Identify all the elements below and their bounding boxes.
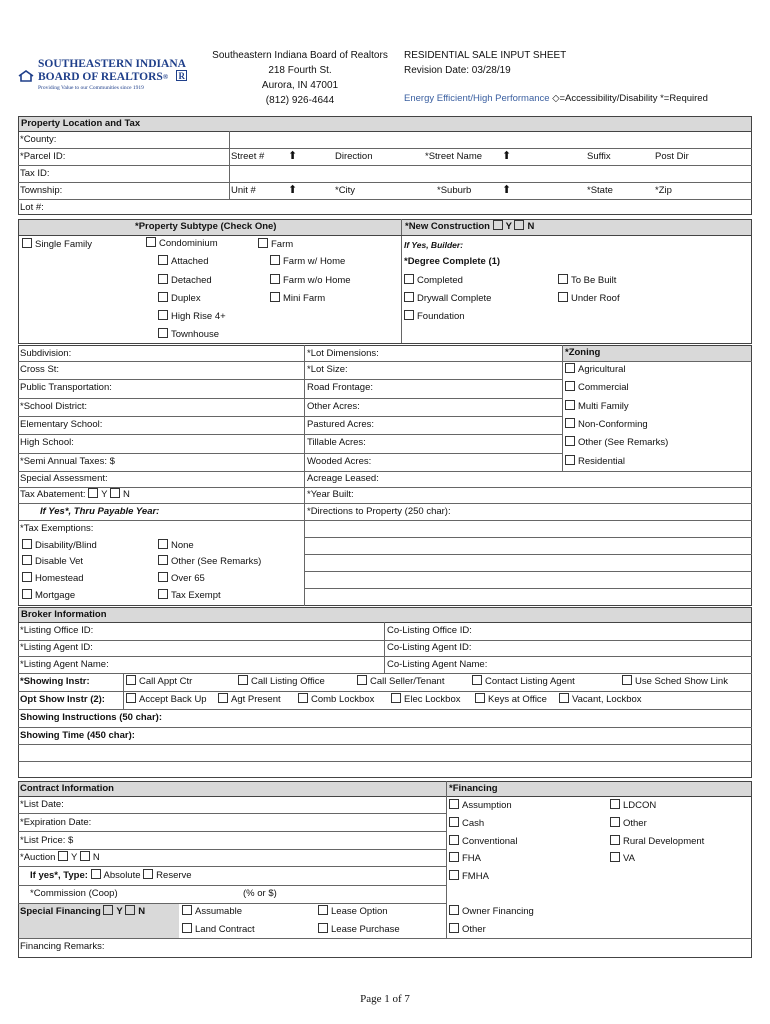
exemption-over-65[interactable]: Over 65 <box>158 571 205 587</box>
zoning-agricultural[interactable]: Agricultural <box>565 362 626 378</box>
wooded-acres-label: Wooded Acres: <box>307 456 372 467</box>
special-financing-yes-checkbox[interactable] <box>103 905 113 915</box>
unit-label: Unit # <box>231 185 256 196</box>
zoning-commercial[interactable]: Commercial <box>565 380 629 396</box>
zoning-residential[interactable]: Residential <box>565 454 625 470</box>
year-built-label: *Year Built: <box>307 489 354 500</box>
public-transport-label: Public Transportation: <box>20 382 112 393</box>
school-district-label: *School District: <box>20 401 88 412</box>
legend-required: ◇=Accessibility/Disability *=Required <box>552 93 708 104</box>
opt-elec-lockbox[interactable]: Elec Lockbox <box>391 692 461 708</box>
other-acres-label: Other Acres: <box>307 401 360 412</box>
township-label: Township: <box>20 185 63 196</box>
exemption-other[interactable]: Other (See Remarks) <box>158 554 261 570</box>
auction-yes-checkbox[interactable] <box>58 851 68 861</box>
exemption-mortgage[interactable]: Mortgage <box>22 588 75 604</box>
opt-accept-backup[interactable]: Accept Back Up <box>126 692 207 708</box>
tillable-acres-label: Tillable Acres: <box>307 437 366 448</box>
road-frontage-label: Road Frontage: <box>307 382 374 393</box>
fin-fha[interactable]: FHA <box>449 851 481 867</box>
fin-other[interactable]: Other <box>610 816 647 832</box>
subtype-farm-nohome[interactable]: Farm w/o Home <box>270 273 351 289</box>
degree-under-roof[interactable]: Under Roof <box>558 291 620 307</box>
exemption-disability[interactable]: Disability/Blind <box>22 538 97 554</box>
arrow-up-icon: ⬆ <box>502 150 512 162</box>
degree-foundation[interactable]: Foundation <box>404 309 465 325</box>
subtype-farm-home[interactable]: Farm w/ Home <box>270 254 345 270</box>
cross-street-label: Cross St: <box>20 364 60 375</box>
zip-label: *Zip <box>655 185 672 196</box>
page-number: Page 1 of 7 <box>360 993 410 1005</box>
house-icon <box>18 70 34 82</box>
section-contract: Contract Information <box>20 783 114 794</box>
opt-comb-lockbox[interactable]: Comb Lockbox <box>298 692 374 708</box>
lot-dimensions-label: *Lot Dimensions: <box>307 348 379 359</box>
arrow-up-icon: ⬆ <box>502 184 512 196</box>
commission-label: *Commission (Coop) <box>30 888 118 899</box>
elementary-school-label: Elementary School: <box>20 419 103 430</box>
subtype-duplex[interactable]: Duplex <box>158 291 201 307</box>
subtype-single-family[interactable]: Single Family <box>22 237 92 253</box>
logo-tagline: Providing Value to our Communities since 1919 <box>38 85 144 91</box>
fin-fmha[interactable]: FMHA <box>449 869 489 885</box>
subtype-header-bar <box>18 219 752 236</box>
zoning-header: *Zoning <box>565 347 601 358</box>
thru-payable-label: If Yes*, Thru Payable Year: <box>40 506 160 517</box>
tax-abatement-yes-checkbox[interactable] <box>88 488 98 498</box>
details-frame <box>18 345 752 606</box>
property-location-frame <box>18 131 752 215</box>
auction-absolute-checkbox[interactable] <box>91 869 101 879</box>
opt-agt-present[interactable]: Agt Present <box>218 692 281 708</box>
subtype-frame <box>18 235 752 344</box>
listing-agent-name-label: *Listing Agent Name: <box>20 659 109 670</box>
degree-drywall[interactable]: Drywall Complete <box>404 291 491 307</box>
suffix-label: Suffix <box>587 151 611 162</box>
new-construction-no-checkbox[interactable] <box>514 220 524 230</box>
list-price-label: *List Price: $ <box>20 835 74 846</box>
sf-lease-purchase[interactable]: Lease Purchase <box>318 922 400 938</box>
subtype-mini-farm[interactable]: Mini Farm <box>270 291 325 307</box>
degree-complete-label: *Degree Complete (1) <box>404 256 501 267</box>
showing-time-label: Showing Time (450 char): <box>20 730 135 741</box>
arrow-up-icon: ⬆ <box>288 150 298 162</box>
revision-date: Revision Date: 03/28/19 <box>404 65 511 76</box>
show-contact-agent[interactable]: Contact Listing Agent <box>472 674 575 690</box>
subdivision-label: Subdivision: <box>20 348 72 359</box>
legend <box>404 91 708 106</box>
section-property-location: Property Location and Tax <box>18 116 752 132</box>
direction-label: Direction <box>335 151 373 162</box>
degree-completed[interactable]: Completed <box>404 273 463 289</box>
logo <box>18 58 198 98</box>
listing-agent-id-label: *Listing Agent ID: <box>20 642 93 653</box>
svg-text:R: R <box>178 71 185 81</box>
co-listing-office-label: Co-Listing Office ID: <box>387 625 472 636</box>
sf-other[interactable]: Other <box>449 922 486 938</box>
directions-label: *Directions to Property (250 char): <box>307 506 451 517</box>
tax-id-label: Tax ID: <box>20 168 50 179</box>
office-name: Southeastern Indiana Board of Realtors <box>212 50 388 61</box>
show-call-seller[interactable]: Call Seller/Tenant <box>357 674 444 690</box>
auction-type-label: If yes*, Type: Absolute Reserve <box>30 870 192 881</box>
pastured-acres-label: Pastured Acres: <box>307 419 375 430</box>
auction-label: *Auction Y N <box>20 852 100 863</box>
logo-line2: BOARD OF REALTORS® <box>38 71 169 83</box>
fin-ldcon[interactable]: LDCON <box>610 798 656 814</box>
exemption-homestead[interactable]: Homestead <box>22 571 84 587</box>
fin-rural[interactable]: Rural Development <box>610 834 704 850</box>
subtype-farm[interactable]: Farm <box>258 237 293 253</box>
showing-instructions-label: Showing Instructions (50 char): <box>20 712 162 723</box>
exemption-tax-exempt[interactable]: Tax Exempt <box>158 588 221 604</box>
exemption-disable-vet[interactable]: Disable Vet <box>22 554 83 570</box>
fin-cash[interactable]: Cash <box>449 816 484 832</box>
show-call-office[interactable]: Call Listing Office <box>238 674 325 690</box>
sf-owner-financing[interactable]: Owner Financing <box>449 904 534 920</box>
degree-to-be-built[interactable]: To Be Built <box>558 273 616 289</box>
subtype-detached[interactable]: Detached <box>158 273 212 289</box>
special-assessment-label: Special Assessment: <box>20 473 108 484</box>
special-financing-no-checkbox[interactable] <box>125 905 135 915</box>
arrow-up-icon: ⬆ <box>288 184 298 196</box>
fin-conventional[interactable]: Conventional <box>449 834 517 850</box>
commission-unit: (% or $) <box>243 888 277 899</box>
subtype-townhouse[interactable]: Townhouse <box>158 327 219 343</box>
county-label: *County: <box>20 134 57 145</box>
semi-annual-taxes-label: *Semi Annual Taxes: $ <box>20 456 115 467</box>
parcel-label: *Parcel ID: <box>20 151 66 162</box>
lot-size-label: *Lot Size: <box>307 364 348 375</box>
fin-va[interactable]: VA <box>610 851 635 867</box>
high-school-label: High School: <box>20 437 74 448</box>
acreage-leased-label: Acreage Leased: <box>307 473 379 484</box>
subtype-attached[interactable]: Attached <box>158 254 209 270</box>
builder-label: If Yes, Builder: <box>404 240 464 250</box>
showing-instr-label: *Showing Instr: <box>20 676 90 687</box>
fin-assumption[interactable]: Assumption <box>449 798 512 814</box>
legend-energy: Energy Efficient/High Performance <box>404 93 550 104</box>
sf-assumable[interactable]: Assumable <box>182 904 242 920</box>
zoning-other[interactable]: Other (See Remarks) <box>565 435 668 451</box>
new-construction-yes-checkbox[interactable] <box>493 220 503 230</box>
financing-header: *Financing <box>449 783 498 794</box>
street-name-label: *Street Name <box>425 151 483 162</box>
listing-office-id-label: *Listing Office ID: <box>20 625 94 636</box>
new-construction-header: *New Construction Y N <box>405 221 535 232</box>
lot-label: Lot #: <box>20 202 44 213</box>
list-date-label: *List Date: <box>20 799 64 810</box>
street-num-label: Street # <box>231 151 265 162</box>
auction-reserve-checkbox[interactable] <box>143 869 153 879</box>
office-address <box>205 48 395 108</box>
state-label: *State <box>587 185 613 196</box>
office-street: 218 Fourth St. <box>268 65 332 76</box>
office-city: Aurora, IN 47001 <box>261 80 339 91</box>
expiration-date-label: *Expiration Date: <box>20 817 92 828</box>
sf-lease-option[interactable]: Lease Option <box>318 904 388 920</box>
section-broker: Broker Information <box>18 607 752 623</box>
co-listing-name-label: Co-Listing Agent Name: <box>387 659 488 670</box>
special-financing-label: Special Financing Y N <box>20 906 146 917</box>
zoning-multi-family[interactable]: Multi Family <box>565 399 629 415</box>
sheet-title: RESIDENTIAL SALE INPUT SHEET <box>404 50 567 61</box>
financing-remarks-label: Financing Remarks: <box>20 941 105 952</box>
opt-show-instr-label: Opt Show Instr (2): <box>20 694 105 705</box>
auction-no-checkbox[interactable] <box>80 851 90 861</box>
realtor-r-icon <box>176 70 187 81</box>
show-sched-link[interactable]: Use Sched Show Link <box>622 674 728 690</box>
show-call-appt[interactable]: Call Appt Ctr <box>126 674 192 690</box>
tax-abatement-label: Tax Abatement: Y N <box>20 489 130 500</box>
subtype-condo[interactable]: Condominium <box>146 236 218 252</box>
opt-vacant-lockbox[interactable]: Vacant, Lockbox <box>559 692 642 708</box>
exemption-none[interactable]: None <box>158 538 194 554</box>
post-dir-label: Post Dir <box>655 151 689 162</box>
tax-exemptions-label: *Tax Exemptions: <box>20 523 94 534</box>
subtype-header: *Property Subtype (Check One) <box>135 221 277 232</box>
logo-line1: SOUTHEASTERN INDIANA <box>38 58 186 70</box>
city-label: *City <box>335 185 356 196</box>
tax-abatement-no-checkbox[interactable] <box>110 488 120 498</box>
suburb-label: *Suburb <box>437 185 472 196</box>
opt-keys-office[interactable]: Keys at Office <box>475 692 547 708</box>
sf-land-contract[interactable]: Land Contract <box>182 922 255 938</box>
office-phone: (812) 926-4644 <box>265 95 335 106</box>
zoning-non-conforming[interactable]: Non-Conforming <box>565 417 648 433</box>
co-listing-agent-label: Co-Listing Agent ID: <box>387 642 472 653</box>
contract-header-bar <box>18 781 752 797</box>
subtype-highrise[interactable]: High Rise 4+ <box>158 309 226 325</box>
